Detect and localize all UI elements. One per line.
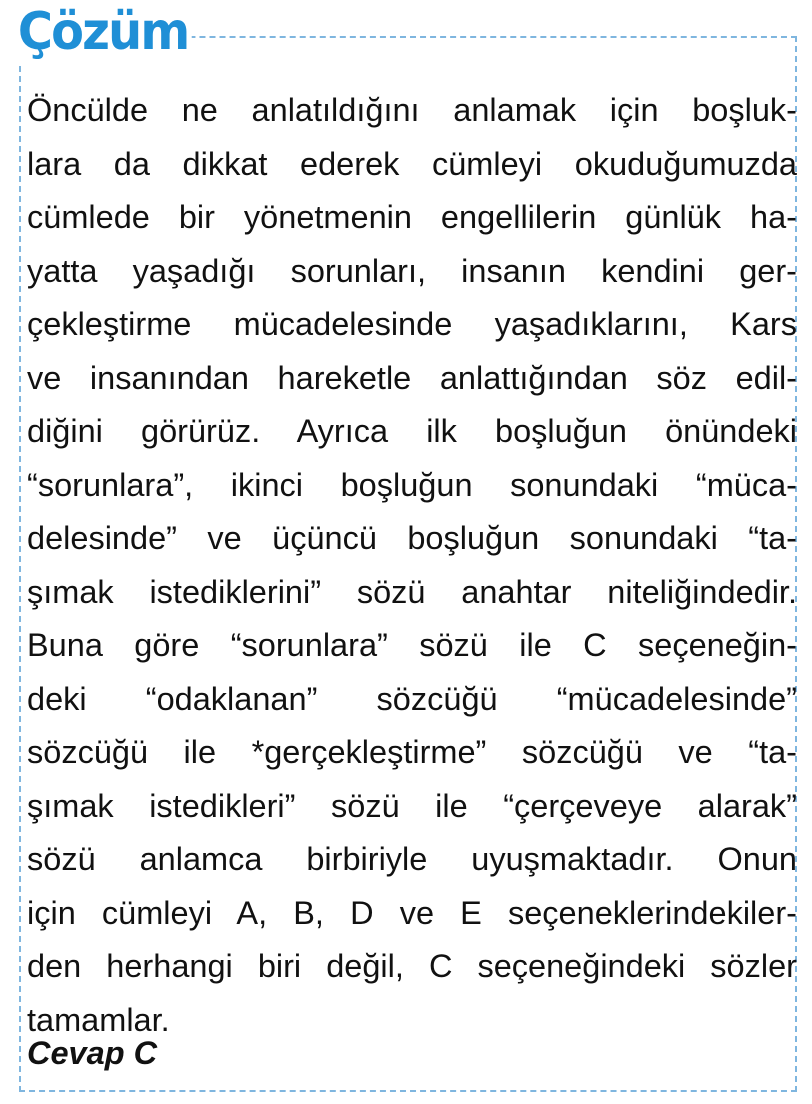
solution-title: Çözüm [16, 0, 192, 64]
solution-line: şımak istediklerini” sözü anahtar niteliğindedir. [27, 573, 797, 610]
solution-line: den herhangi biri değil, C seçeneğindeki sözler [27, 948, 797, 984]
solution-line: yatta yaşadığı sorunları, insanın kendini ger- [27, 252, 797, 289]
solution-line: şımak istedikleri” sözü ile “çerçeveye alarak” [27, 787, 797, 824]
solution-line: delesinde” ve üçüncü boşluğun sonundaki “ta- [27, 520, 797, 556]
solution-line: çekleştirme mücadelesinde yaşadıklarını, Kars [27, 306, 797, 342]
solution-text [27, 84, 797, 1047]
solution-line: cümlede bir yönetmenin engellilerin günlük ha- [27, 199, 797, 235]
solution-line: deki “odaklanan” sözcüğü “mücadelesinde” [27, 680, 797, 717]
solution-line: diğini görürüz. Ayrıca ilk boşluğun önündeki [27, 413, 797, 449]
solution-line: Buna göre “sorunlara” sözü ile C seçeneğin- [27, 627, 797, 663]
solution-line: tamamlar. [27, 1001, 170, 1038]
solution-line: sözcüğü ile *gerçekleştirme” sözcüğü ve “ta- [27, 734, 797, 770]
solution-line: lara da dikkat ederek cümleyi okuduğumuzda [27, 145, 797, 182]
solution-line: için cümleyi A, B, D ve E seçeneklerindekiler- [27, 894, 797, 931]
solution-line: sözü anlamca birbiriyle uyuşmaktadır. Onun [27, 841, 797, 877]
solution-line: ve insanından hareketle anlattığından söz edil- [27, 359, 797, 396]
solution-line: “sorunlara”, ikinci boşluğun sonundaki “mücа- [27, 466, 797, 503]
solution-line: Öncülde ne anlatıldığını anlamak için boşluk- [27, 92, 797, 128]
answer-label: Cevap C [27, 1035, 158, 1071]
